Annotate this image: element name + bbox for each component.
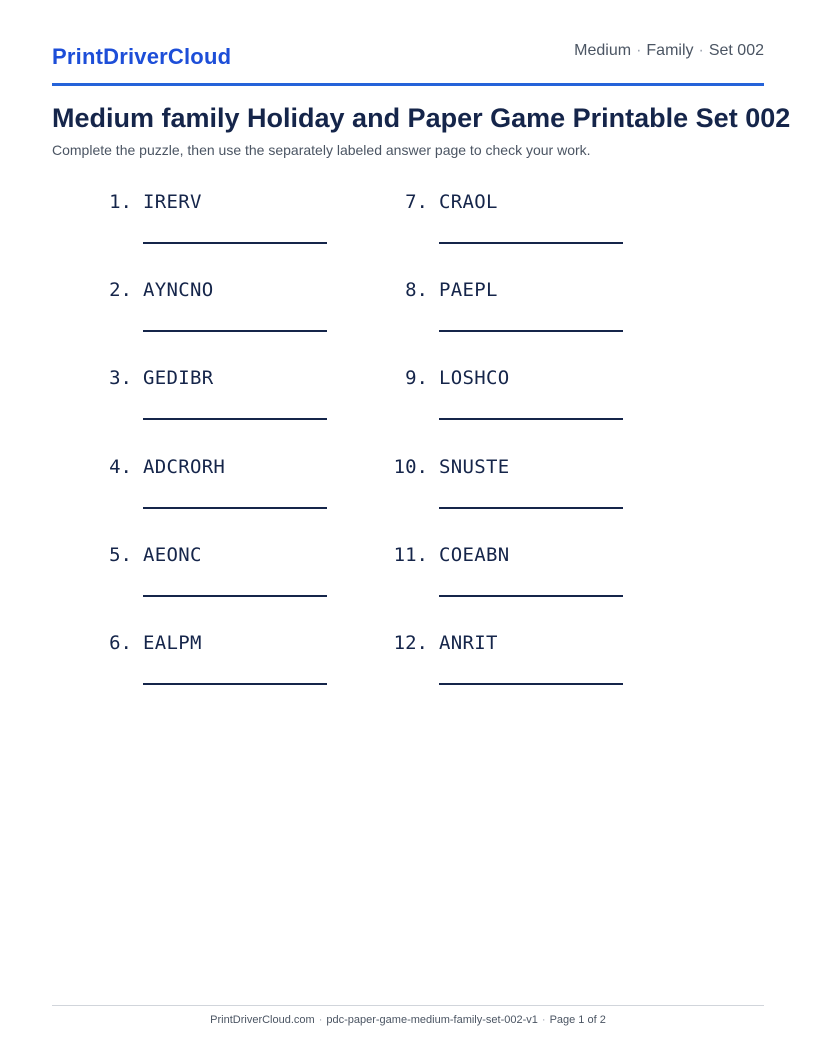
scrambled-word: ADCRORH bbox=[143, 456, 226, 478]
answer-line[interactable] bbox=[143, 242, 327, 244]
footer-separator: · bbox=[318, 1014, 323, 1026]
page-footer bbox=[52, 1014, 764, 1026]
answer-line[interactable] bbox=[143, 507, 327, 509]
scrambled-word: IRERV bbox=[143, 191, 202, 213]
puzzle-item bbox=[388, 367, 648, 455]
item-number: 9. bbox=[405, 367, 428, 389]
footer-divider bbox=[52, 1005, 764, 1006]
scrambled-word: PAEPL bbox=[439, 279, 498, 301]
item-number: 5. bbox=[109, 544, 132, 566]
item-number: 3. bbox=[109, 367, 132, 389]
answer-line[interactable] bbox=[439, 507, 623, 509]
puzzle-item bbox=[388, 191, 648, 279]
scrambled-word: AEONC bbox=[143, 544, 202, 566]
meta-difficulty: Medium bbox=[574, 42, 632, 59]
meta-separator: · bbox=[636, 42, 642, 59]
item-number: 2. bbox=[109, 279, 132, 301]
item-number: 10. bbox=[393, 456, 428, 478]
answer-line[interactable] bbox=[439, 595, 623, 597]
footer-separator: · bbox=[541, 1014, 546, 1026]
scrambled-word: SNUSTE bbox=[439, 456, 510, 478]
puzzle-item bbox=[92, 191, 352, 279]
puzzle-item bbox=[92, 367, 352, 455]
answer-line[interactable] bbox=[143, 418, 327, 420]
footer-page-number: Page 1 of 2 bbox=[549, 1014, 606, 1026]
answer-line[interactable] bbox=[143, 330, 327, 332]
instructions-text: Complete the puzzle, then use the separately labeled answer page to check your work. bbox=[52, 142, 591, 158]
scrambled-word: AYNCNO bbox=[143, 279, 214, 301]
page-title: Medium family Holiday and Paper Game Printable Set 002 bbox=[52, 103, 791, 133]
item-number: 11. bbox=[393, 544, 428, 566]
puzzle-item bbox=[92, 544, 352, 632]
brand-logo-text: PrintDriverCloud bbox=[52, 44, 232, 69]
answer-line[interactable] bbox=[143, 595, 327, 597]
answer-line[interactable] bbox=[439, 242, 623, 244]
meta-separator: · bbox=[698, 42, 704, 59]
answer-line[interactable] bbox=[143, 683, 327, 685]
puzzle-item bbox=[92, 456, 352, 544]
scrambled-word: EALPM bbox=[143, 632, 202, 654]
item-number: 8. bbox=[405, 279, 428, 301]
answer-line[interactable] bbox=[439, 418, 623, 420]
header-meta bbox=[574, 42, 764, 60]
puzzle-item bbox=[92, 632, 352, 720]
footer-site: PrintDriverCloud.com bbox=[210, 1014, 315, 1026]
item-number: 4. bbox=[109, 456, 132, 478]
item-number: 1. bbox=[109, 191, 132, 213]
puzzle-item bbox=[388, 544, 648, 632]
page-header bbox=[52, 0, 764, 86]
puzzle-item bbox=[92, 279, 352, 367]
puzzle-item bbox=[388, 632, 648, 720]
scrambled-word: COEABN bbox=[439, 544, 510, 566]
meta-set: Set 002 bbox=[708, 42, 764, 59]
scrambled-word: GEDIBR bbox=[143, 367, 214, 389]
scrambled-word: CRAOL bbox=[439, 191, 498, 213]
item-number: 12. bbox=[393, 632, 428, 654]
item-number: 7. bbox=[405, 191, 428, 213]
answer-line[interactable] bbox=[439, 683, 623, 685]
scrambled-word: LOSHCO bbox=[439, 367, 510, 389]
answer-line[interactable] bbox=[439, 330, 623, 332]
puzzle-item bbox=[388, 279, 648, 367]
puzzle-item bbox=[388, 456, 648, 544]
item-number: 6. bbox=[109, 632, 132, 654]
meta-category: Family bbox=[646, 42, 694, 59]
scrambled-word: ANRIT bbox=[439, 632, 498, 654]
footer-doc-id: pdc-paper-game-medium-family-set-002-v1 bbox=[326, 1014, 538, 1026]
